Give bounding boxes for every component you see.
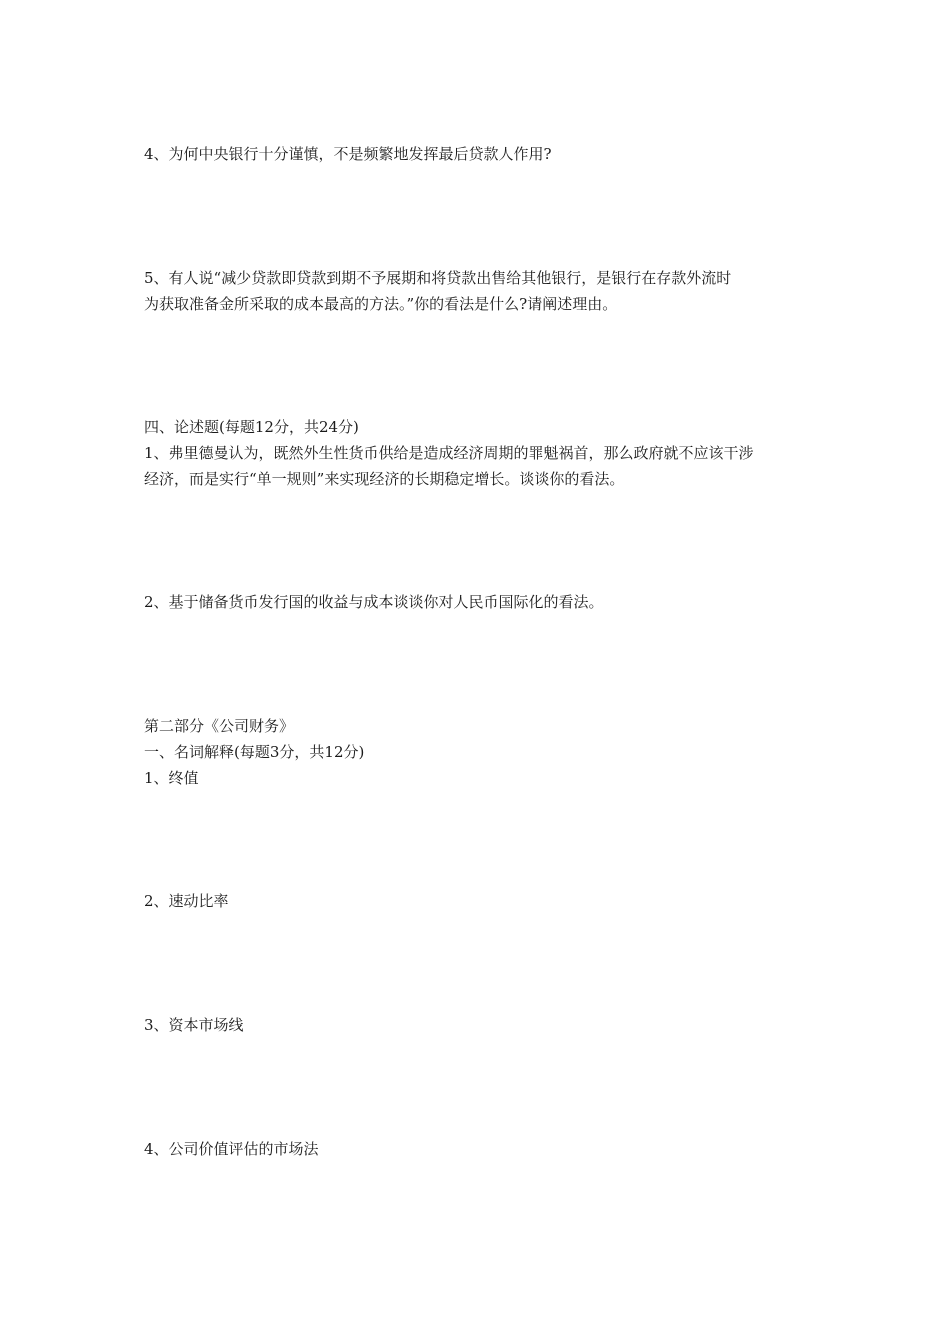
section-heading-essay: 四、论述题(每题12分，共24分): [144, 418, 359, 436]
essay-question-1-line-1: 1、弗里德曼认为，既然外生性货币供给是造成经济周期的罪魁祸首，那么政府就不应该干涉: [144, 444, 754, 462]
question-5-line-2: 为获取准备金所采取的成本最高的方法。”你的看法是什么?请阐述理由。: [144, 295, 618, 313]
term-3: 3、资本市场线: [144, 1016, 244, 1034]
question-4: 4、为何中央银行十分谨慎，不是频繁地发挥最后贷款人作用?: [144, 145, 552, 163]
term-4: 4、公司价值评估的市场法: [144, 1140, 319, 1158]
part-heading-corporate-finance: 第二部分《公司财务》: [144, 717, 295, 735]
term-2: 2、速动比率: [144, 892, 229, 910]
question-5-line-1: 5、有人说“减少贷款即贷款到期不予展期和将贷款出售给其他银行，是银行在存款外流时: [144, 269, 732, 287]
essay-question-1-line-2: 经济，而是实行“单一规则”来实现经济的长期稳定增长。谈谈你的看法。: [144, 470, 625, 488]
essay-question-2: 2、基于储备货币发行国的收益与成本谈谈你对人民币国际化的看法。: [144, 593, 604, 611]
section-heading-terms: 一、名词解释(每题3分，共12分): [144, 743, 365, 761]
term-1: 1、终值: [144, 769, 199, 787]
